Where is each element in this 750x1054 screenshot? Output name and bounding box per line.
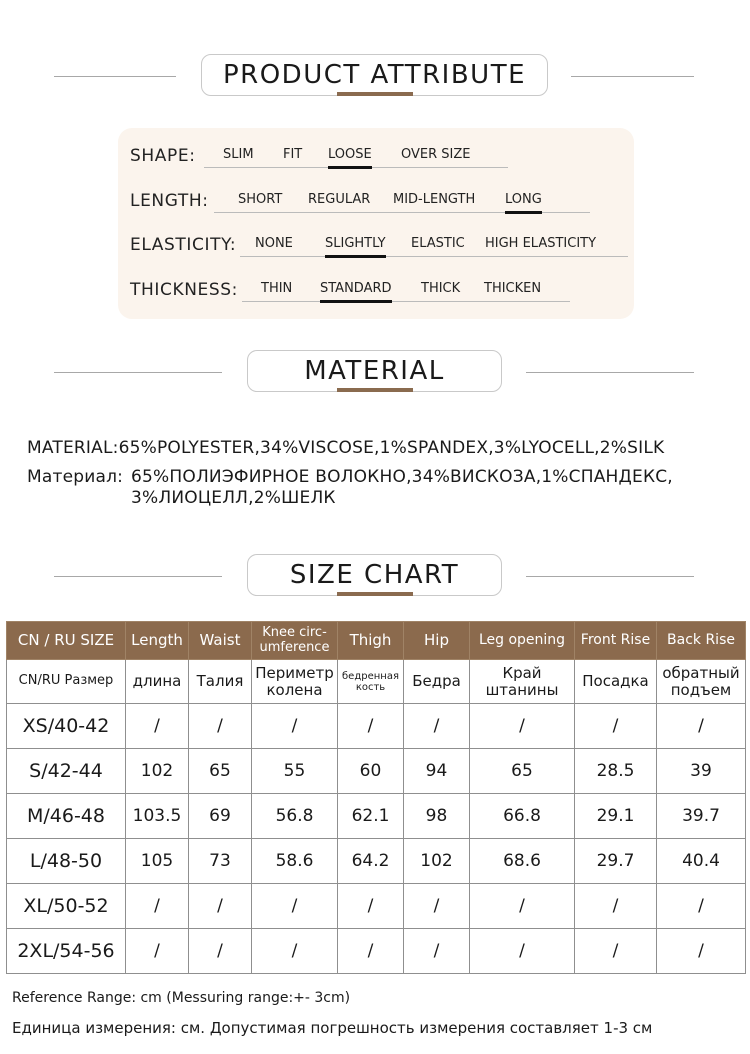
divider-line [526, 372, 694, 373]
option-thin: THIN [261, 281, 293, 296]
option-thick: THICK [421, 281, 461, 296]
table-row [7, 794, 746, 839]
measurement-cell: 60 [338, 749, 404, 794]
accent-bar [337, 592, 413, 596]
size-cell: XL/50-52 [7, 884, 126, 929]
table-row [7, 704, 746, 749]
measurement-cell: 58.6 [252, 839, 338, 884]
material-header [0, 348, 750, 398]
measurement-cell: 29.7 [575, 839, 657, 884]
table-row [7, 884, 746, 929]
option-slightly-selected: SLIGHTLY [325, 236, 386, 251]
measurement-cell: 102 [126, 749, 189, 794]
measurement-cell: / [338, 704, 404, 749]
material-en-value: 65%POLYESTER,34%VISCOSE,1%SPANDEX,3%LYOCELL,2%SILK [118, 438, 665, 458]
row-underline [242, 301, 570, 302]
header-cell: CN/RU Размер [7, 660, 126, 704]
header-cell: Hip [404, 622, 470, 660]
size-cell: S/42-44 [7, 749, 126, 794]
measurement-cell: 73 [189, 839, 252, 884]
material-ru-value-1: 65%ПОЛИЭФИРНОЕ ВОЛОКНО,34%ВИСКОЗА,1%СПАНДЕКС, [131, 467, 673, 487]
size-cell: 2XL/54-56 [7, 929, 126, 974]
measurement-cell: / [252, 884, 338, 929]
measurement-cell: 65 [189, 749, 252, 794]
measurement-cell: 98 [404, 794, 470, 839]
measurement-cell: / [189, 704, 252, 749]
option-fit: FIT [283, 147, 303, 162]
measurement-cell: 102 [404, 839, 470, 884]
size-cell: XS/40-42 [7, 704, 126, 749]
divider-line [526, 576, 694, 577]
table-header-ru [7, 660, 746, 704]
option-standard-selected: STANDARD [320, 281, 392, 296]
option-slim: SLIM [223, 147, 254, 162]
header-cell: Waist [189, 622, 252, 660]
measurement-cell: / [252, 929, 338, 974]
option-high-elasticity: HIGH ELASTICITY [485, 236, 597, 251]
measurement-cell: 64.2 [338, 839, 404, 884]
table-row [7, 749, 746, 794]
measurement-cell: / [126, 929, 189, 974]
header-cell: CN / RU SIZE [7, 622, 126, 660]
divider-line [54, 76, 176, 77]
header-cell: бедренная кость [338, 660, 404, 704]
attribute-row-length [130, 185, 592, 213]
table-row [7, 929, 746, 974]
measurement-cell: 66.8 [470, 794, 575, 839]
measurement-cell: 29.1 [575, 794, 657, 839]
header-cell: Край штанины [470, 660, 575, 704]
size-chart-header [0, 552, 750, 602]
attribute-row-shape [130, 140, 510, 168]
measurement-cell: / [470, 929, 575, 974]
measurement-cell: / [338, 929, 404, 974]
attribute-label: ELASTICITY: [130, 235, 237, 255]
measurement-cell: / [126, 704, 189, 749]
measurement-cell: 68.6 [470, 839, 575, 884]
measurement-cell: / [657, 704, 746, 749]
product-attribute-header [0, 52, 750, 102]
divider-line [571, 76, 694, 77]
measurement-cell: / [657, 884, 746, 929]
header-cell: Leg opening [470, 622, 575, 660]
measurement-cell: / [470, 884, 575, 929]
accent-bar [337, 92, 413, 96]
header-cell: Посадка [575, 660, 657, 704]
measurement-cell: 56.8 [252, 794, 338, 839]
section-title: MATERIAL [247, 350, 502, 392]
header-cell: Периметр колена [252, 660, 338, 704]
measurement-cell: 40.4 [657, 839, 746, 884]
measurement-cell: / [470, 704, 575, 749]
measurement-cell: 39 [657, 749, 746, 794]
header-cell: Length [126, 622, 189, 660]
attribute-label: SHAPE: [130, 146, 196, 166]
measurement-cell: 103.5 [126, 794, 189, 839]
measurement-cell: 94 [404, 749, 470, 794]
measurement-cell: 65 [470, 749, 575, 794]
header-cell: обратный подъем [657, 660, 746, 704]
measurement-cell: / [657, 929, 746, 974]
divider-line [54, 372, 222, 373]
attribute-row-thickness [130, 274, 572, 302]
attribute-row-elasticity [130, 229, 630, 257]
header-cell: Back Rise [657, 622, 746, 660]
attribute-panel [118, 128, 634, 319]
measurement-cell: 39.7 [657, 794, 746, 839]
header-cell: Thigh [338, 622, 404, 660]
divider-line [54, 576, 222, 577]
header-cell: Талия [189, 660, 252, 704]
measurement-cell: 28.5 [575, 749, 657, 794]
reference-range-note-ru: Единица измерения: см. Допустимая погрешность измерения составляет 1-3 см [12, 1019, 653, 1037]
row-underline [240, 256, 628, 257]
option-over-size: OVER SIZE [401, 147, 471, 162]
measurement-cell: 105 [126, 839, 189, 884]
reference-range-note: Reference Range: cm (Messuring range:+- 3cm) [12, 990, 351, 1006]
header-cell: длина [126, 660, 189, 704]
size-chart-table [6, 621, 746, 974]
measurement-cell: / [252, 704, 338, 749]
material-ru-value-2: 3%ЛИОЦЕЛЛ,2%ШЕЛК [131, 488, 336, 508]
table-header-en [7, 622, 746, 660]
measurement-cell: / [404, 704, 470, 749]
option-thicken: THICKEN [484, 281, 542, 296]
accent-bar [337, 388, 413, 392]
measurement-cell: / [126, 884, 189, 929]
attribute-label: LENGTH: [130, 191, 209, 211]
material-en [27, 438, 664, 458]
measurement-cell: 55 [252, 749, 338, 794]
measurement-cell: / [575, 929, 657, 974]
measurement-cell: 62.1 [338, 794, 404, 839]
section-title: SIZE CHART [247, 554, 502, 596]
size-cell: M/46-48 [7, 794, 126, 839]
measurement-cell: / [189, 884, 252, 929]
header-cell: Бедра [404, 660, 470, 704]
table-row [7, 839, 746, 884]
measurement-cell: / [575, 704, 657, 749]
measurement-cell: / [404, 884, 470, 929]
attribute-label: THICKNESS: [130, 280, 238, 300]
measurement-cell: / [575, 884, 657, 929]
measurement-cell: / [338, 884, 404, 929]
measurement-cell: / [189, 929, 252, 974]
option-loose-selected: LOOSE [328, 147, 372, 162]
option-regular: REGULAR [308, 192, 371, 207]
section-title: PRODUCT ATTRIBUTE [201, 54, 548, 96]
material-ru [27, 467, 673, 487]
measurement-cell: / [404, 929, 470, 974]
option-mid-length: MID-LENGTH [393, 192, 476, 207]
header-cell: Front Rise [575, 622, 657, 660]
measurement-cell: 69 [189, 794, 252, 839]
material-en-label: MATERIAL: [27, 438, 119, 458]
option-elastic: ELASTIC [411, 236, 465, 251]
size-cell: L/48-50 [7, 839, 126, 884]
header-cell: Knee circ-umference [252, 622, 338, 660]
option-long-selected: LONG [505, 192, 542, 207]
option-short: SHORT [238, 192, 283, 207]
option-none: NONE [255, 236, 293, 251]
material-ru-label: Материал: [27, 467, 124, 487]
